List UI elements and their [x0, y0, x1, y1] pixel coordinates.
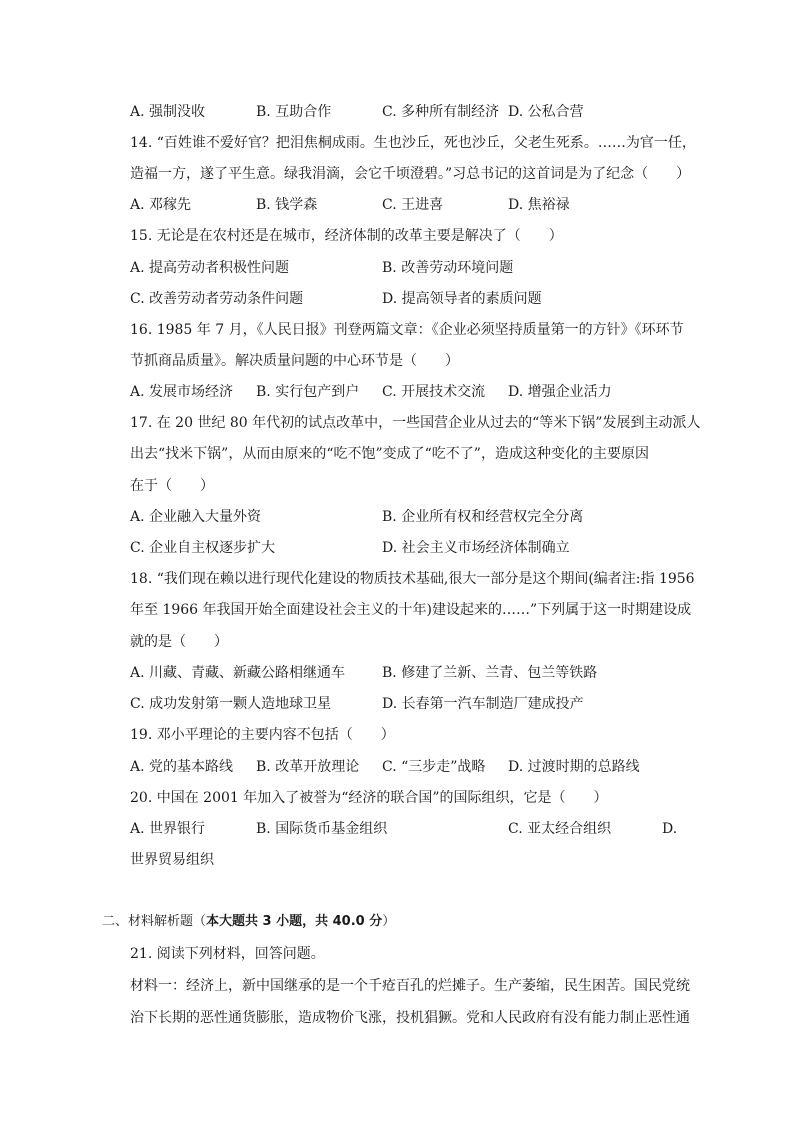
q20-option-d: D. — [662, 821, 678, 837]
q14-option-d: D. 焦裕禄 — [508, 197, 570, 213]
q13-option-a: A. 强制没收 — [130, 104, 206, 120]
q13-option-c: C. 多种所有制经济 — [382, 104, 500, 120]
q19-option-c: C. “三步走”战略 — [382, 759, 486, 775]
section-heading-bold: 本大题共 3 小题，共 40.0 分 — [206, 914, 383, 929]
q20-option-d-text: 世界贸易组织 — [130, 852, 214, 868]
q20-option-c: C. 亚太经合组织 — [508, 821, 612, 837]
q17-option-b: B. 企业所有权和经营权完全分离 — [382, 509, 584, 525]
q19-option-d: D. 过渡时期的总路线 — [508, 759, 640, 775]
q16-option-b: B. 实行包产到户 — [256, 384, 360, 400]
q14-option-c: C. 王进喜 — [382, 197, 444, 213]
section-heading — [102, 912, 395, 932]
q20-option-a: A. 世界银行 — [130, 821, 206, 837]
q14-option-b: B. 钱学森 — [256, 197, 318, 213]
q13-option-d: D. 公私合营 — [508, 104, 584, 120]
q15-stem: 15. 无论是在农村还是在城市，经济体制的改革主要是解决了（ ） — [130, 228, 563, 244]
q18-option-c: C. 成功发射第一颗人造地球卫星 — [130, 696, 332, 712]
q16-stem-line-1: 16. 1985 年 7 月，《人民日报》刊登两篇文章：《企业必须坚持质量第一的方针》《环环节 — [130, 322, 684, 338]
q18-option-d: D. 长春第一汽车制造厂建成投产 — [382, 696, 584, 712]
q18-stem-line-3: 就的是（ ） — [130, 634, 228, 650]
q17-option-d: D. 社会主义市场经济体制确立 — [382, 540, 570, 556]
q16-option-d: D. 增强企业活力 — [508, 384, 612, 400]
q15-option-d: D. 提高领导者的素质问题 — [382, 291, 542, 307]
q18-option-b: B. 修建了兰新、兰青、包兰等铁路 — [382, 665, 598, 681]
q19-option-a: A. 党的基本路线 — [130, 759, 234, 775]
q15-option-b: B. 改善劳动环境问题 — [382, 260, 514, 276]
q21-stem: 21. 阅读下列材料，回答问题。 — [130, 946, 325, 962]
q17-option-a: A. 企业融入大量外资 — [130, 509, 262, 525]
q21-material-line-2: 治下长期的恶性通货膨胀，造成物价飞涨，投机猖獗。党和人民政府有没有能力制止恶性通 — [130, 1010, 690, 1026]
q13-option-b: B. 互助合作 — [256, 104, 332, 120]
q14-stem-line-2: 造福一方，遂了平生意。绿我涓滴，会它千顷澄碧。”习总书记的这首词是为了纪念（ ） — [130, 166, 691, 182]
q20-option-b: B. 国际货币基金组织 — [256, 821, 388, 837]
q18-stem-line-1: 18. “我们现在赖以进行现代化建设的物质技术基础,很大一部分是这个期间(编者注:指 1956 — [130, 571, 695, 587]
q19-option-b: B. 改革开放理论 — [256, 759, 360, 775]
q18-option-a: A. 川藏、青藏、新藏公路相继通车 — [130, 665, 346, 681]
q19-stem: 19. 邓小平理论的主要内容不包括（ ） — [130, 727, 395, 743]
q21-material-line-1: 材料一：经济上，新中国继承的是一个千疮百孔的烂摊子。生产萎缩，民生困苦。国民党统 — [130, 978, 690, 994]
q18-stem-line-2: 年至 1966 年我国开始全面建设社会主义的十年)建设起来的……”下列属于这一时期建设成 — [130, 602, 692, 618]
q17-stem-line-3: 在于（ ） — [130, 478, 214, 494]
q14-stem-line-1: 14. “百姓谁不爱好官？把泪焦桐成雨。生也沙丘，死也沙丘，父老生死系。……为官一任， — [130, 135, 696, 151]
q15-option-c: C. 改善劳动者劳动条件问题 — [130, 291, 304, 307]
q20-stem: 20. 中国在 2001 年加入了被誉为“经济的联合国”的国际组织，它是（ ） — [130, 790, 608, 806]
q16-option-c: C. 开展技术交流 — [382, 384, 486, 400]
q14-option-a: A. 邓稼先 — [130, 197, 192, 213]
q17-option-c: C. 企业自主权逐步扩大 — [130, 540, 276, 556]
section-heading-prefix: 二、材料解析题（ — [102, 914, 207, 929]
q16-option-a: A. 发展市场经济 — [130, 384, 234, 400]
q17-stem-line-2: 出去“找米下锅”，从而由原来的“吃不饱”变成了“吃不了”，造成这种变化的主要原因 — [130, 446, 649, 462]
q15-option-a: A. 提高劳动者积极性问题 — [130, 260, 290, 276]
q17-stem-line-1: 17. 在 20 世纪 80 年代初的试点改革中，一些国营企业从过去的“等米下锅”发展到主动派人 — [130, 415, 701, 431]
section-heading-suffix: ） — [382, 914, 396, 929]
q16-stem-line-2: 节抓商品质量》。解决质量问题的中心环节是（ ） — [130, 353, 459, 369]
